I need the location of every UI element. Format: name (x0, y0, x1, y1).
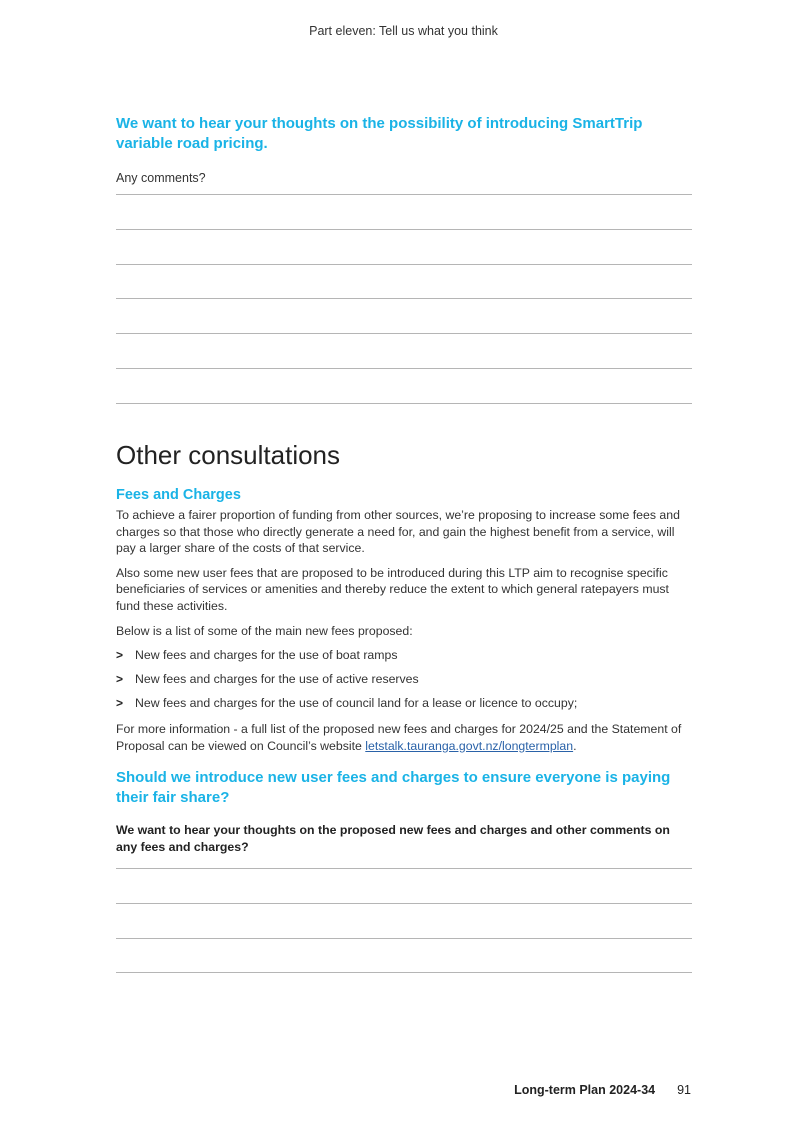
chevron-right-icon: > (116, 672, 124, 687)
fees-list (116, 647, 692, 719)
fees-paragraph-2: Also some new user fees that are proposed to be introduced during this LTP aim to recognise specific beneficiaries of services or amenities and thereby reduce the extent to which general ratepayers must fund these activities. (116, 565, 669, 613)
fees-paragraph-1: To achieve a fairer proportion of funding from other sources, we’re proposing to increase some fees and charges so that those who directly generate a need for, and gain the highest benefit from a service, will pay a larger share of the costs of that service. (116, 508, 680, 556)
answer-line[interactable] (116, 904, 692, 939)
page-footer (514, 1083, 691, 1097)
smarttrip-prompt: Any comments? (116, 171, 206, 185)
fees-prompt: We want to hear your thoughts on the proposed new fees and charges and other comments on any fees and charges? (116, 823, 670, 854)
list-item: > New fees and charges for the use of council land for a lease or licence to occupy; (116, 695, 692, 719)
list-item: > New fees and charges for the use of active reserves (116, 671, 692, 695)
answer-line[interactable] (116, 369, 692, 404)
fees-list-intro: Below is a list of some of the main new fees proposed: (116, 623, 413, 638)
smarttrip-question: We want to hear your thoughts on the possibility of introducing SmartTrip variable road pricing. (116, 115, 643, 152)
page-number: 91 (677, 1083, 691, 1097)
chevron-right-icon: > (116, 696, 124, 711)
fees-answer-lines[interactable] (116, 860, 692, 973)
answer-line[interactable] (116, 869, 692, 904)
answer-line[interactable] (116, 334, 692, 369)
list-item: > New fees and charges for the use of boat ramps (116, 647, 692, 671)
running-header: Part eleven: Tell us what you think (309, 24, 498, 38)
answer-line[interactable] (116, 230, 692, 265)
answer-line[interactable] (116, 939, 692, 974)
smarttrip-answer-lines[interactable] (116, 186, 692, 404)
other-consultations-section (116, 440, 692, 856)
footer-title: Long-term Plan 2024-34 (514, 1083, 656, 1097)
answer-line[interactable] (116, 265, 692, 300)
answer-line[interactable] (116, 299, 692, 334)
answer-line[interactable] (116, 860, 692, 869)
answer-line[interactable] (116, 195, 692, 230)
fees-question: Should we introduce new user fees and charges to ensure everyone is paying their fair share? (116, 769, 671, 807)
section-heading: Other consultations (116, 440, 341, 470)
website-link[interactable]: letstalk.tauranga.govt.nz/longtermplan (365, 738, 574, 753)
more-info-paragraph: For more information - a full list of the proposed new fees and charges for 2024/25 and the Statement of Proposal can be viewed on Council’s website letstalk.tauranga.govt.nz/longtermplan. (116, 722, 682, 753)
chevron-right-icon: > (116, 648, 124, 663)
fees-subheading: Fees and Charges (116, 487, 241, 503)
smarttrip-section (116, 114, 692, 185)
answer-line[interactable] (116, 186, 692, 195)
